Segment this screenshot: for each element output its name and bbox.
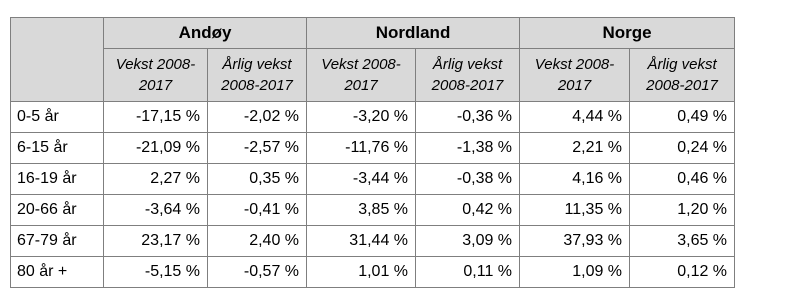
metric-header-line: 2017 [557,77,592,94]
metric-header-line: Årlig vekst [432,56,503,73]
table-row [11,102,735,133]
metric-header-growth [307,49,416,102]
value-cell: 0,35 % [208,164,307,195]
age-group-cell: 20-66 år [11,195,104,226]
value-cell: -2,57 % [208,133,307,164]
metric-header-line: 2017 [344,77,378,94]
value-cell: 4,44 % [520,102,630,133]
age-group-cell: 6-15 år [11,133,104,164]
metric-header-annual-growth [630,49,735,102]
table-row [11,164,735,195]
value-cell: 23,17 % [104,226,208,257]
metric-header-annual-growth [416,49,520,102]
table-row [11,226,735,257]
value-cell: 0,12 % [630,257,735,288]
value-cell: 0,49 % [630,102,735,133]
value-cell: -11,76 % [307,133,416,164]
value-cell: 0,42 % [416,195,520,226]
metric-header-line: Vekst 2008- [115,56,196,73]
value-cell: 0,11 % [416,257,520,288]
metric-header-line: Vekst 2008- [534,56,615,73]
value-cell: -21,09 % [104,133,208,164]
age-group-cell: 16-19 år [11,164,104,195]
region-header-row [11,18,735,49]
metric-header-line: Vekst 2008- [321,56,401,73]
value-cell: 3,65 % [630,226,735,257]
value-cell: 1,01 % [307,257,416,288]
metric-header-line: Årlig vekst [222,56,292,73]
metric-header-growth [104,49,208,102]
metric-header-line: 2017 [138,77,173,94]
table-row [11,195,735,226]
region-header-nordland: Nordland [307,18,520,49]
value-cell: 4,16 % [520,164,630,195]
corner-cell [11,18,104,102]
value-cell: 31,44 % [307,226,416,257]
value-cell: 1,20 % [630,195,735,226]
metric-header-growth [520,49,630,102]
region-header-andoy: Andøy [104,18,307,49]
value-cell: 2,21 % [520,133,630,164]
value-cell: 3,09 % [416,226,520,257]
value-cell: 0,46 % [630,164,735,195]
value-cell: 3,85 % [307,195,416,226]
value-cell: -3,64 % [104,195,208,226]
metric-header-line: 2008-2017 [431,77,504,94]
value-cell: -0,36 % [416,102,520,133]
metric-header-row [11,49,735,102]
value-cell: -3,44 % [307,164,416,195]
value-cell: 2,40 % [208,226,307,257]
value-cell: -0,38 % [416,164,520,195]
value-cell: 11,35 % [520,195,630,226]
age-group-cell: 0-5 år [11,102,104,133]
value-cell: 1,09 % [520,257,630,288]
value-cell: 0,24 % [630,133,735,164]
table-row [11,257,735,288]
metric-header-line: 2008-2017 [646,77,718,94]
value-cell: -0,41 % [208,195,307,226]
population-growth-table [10,17,735,288]
value-cell: -1,38 % [416,133,520,164]
value-cell: -3,20 % [307,102,416,133]
value-cell: -2,02 % [208,102,307,133]
metric-header-line: 2008-2017 [221,77,293,94]
value-cell: -0,57 % [208,257,307,288]
age-group-cell: 80 år + [11,257,104,288]
region-header-norge: Norge [520,18,735,49]
metric-header-annual-growth [208,49,307,102]
value-cell: -5,15 % [104,257,208,288]
metric-header-line: Årlig vekst [647,56,717,73]
value-cell: 2,27 % [104,164,208,195]
age-group-cell: 67-79 år [11,226,104,257]
table-row [11,133,735,164]
value-cell: 37,93 % [520,226,630,257]
value-cell: -17,15 % [104,102,208,133]
